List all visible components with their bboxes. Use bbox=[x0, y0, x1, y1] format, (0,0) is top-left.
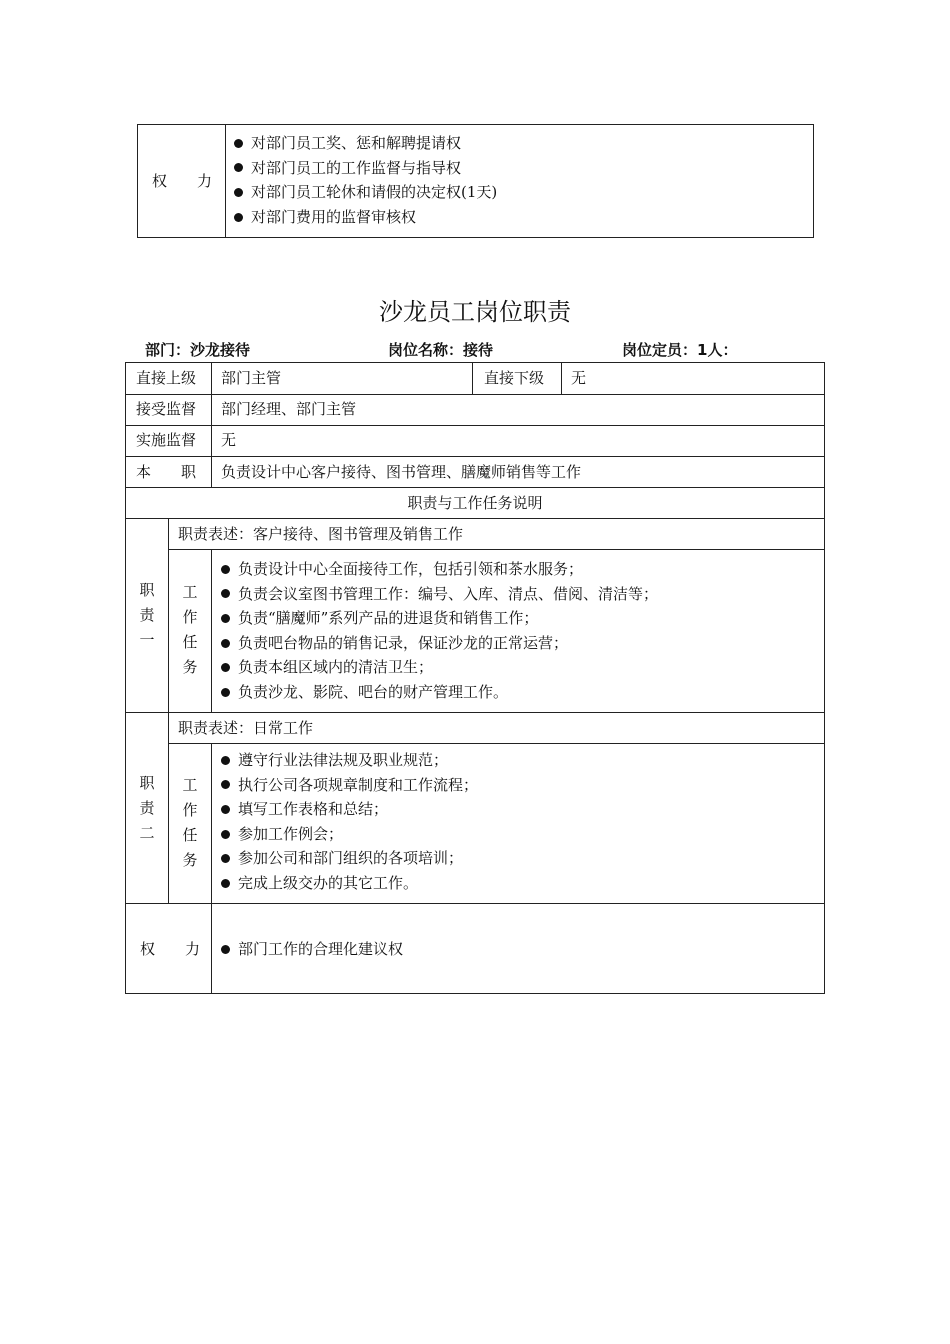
bullet-icon bbox=[221, 565, 230, 574]
supervise-label: 实施监督 bbox=[136, 431, 197, 449]
list-item: 负责吧台物品的销售记录，保证沙龙的正常运营； bbox=[221, 631, 658, 656]
duty2-task-label: 工 作 任 务 bbox=[182, 776, 198, 869]
duty1-task-label: 工 作 任 务 bbox=[182, 583, 198, 676]
position-info: 岗位名称：接待 bbox=[388, 341, 494, 359]
table-border bbox=[168, 518, 169, 903]
bullet-icon bbox=[221, 879, 230, 888]
table-border bbox=[125, 712, 825, 713]
list-item: 执行公司各项规章制度和工作流程； bbox=[221, 773, 478, 798]
bullet-icon bbox=[234, 139, 243, 148]
duty-value: 负责设计中心客户接待、图书管理、膳魔师销售等工作 bbox=[221, 463, 582, 481]
bullet-icon bbox=[221, 639, 230, 648]
department-info: 部门：沙龙接待 bbox=[145, 341, 251, 359]
duty1-desc: 职责表述：客户接待、图书管理及销售工作 bbox=[178, 525, 464, 543]
table-border bbox=[125, 903, 825, 904]
list-item: 参加公司和部门组织的各项培训； bbox=[221, 846, 478, 871]
table-border bbox=[211, 743, 212, 903]
list-item: 对部门费用的监督审核权 bbox=[234, 205, 497, 230]
bullet-icon bbox=[221, 688, 230, 697]
table-border bbox=[211, 362, 212, 487]
duty-label: 本 职 bbox=[136, 463, 197, 481]
table-border bbox=[125, 425, 825, 426]
list-item: 对部门员工奖、惩和解聘提请权 bbox=[234, 131, 497, 156]
table-border bbox=[125, 518, 825, 519]
duty2-desc: 职责表述：日常工作 bbox=[178, 719, 314, 737]
bullet-icon bbox=[234, 188, 243, 197]
bullet-icon bbox=[221, 589, 230, 598]
bullet-icon bbox=[221, 756, 230, 765]
section-header: 职责与工作任务说明 bbox=[407, 494, 543, 512]
bullet-icon bbox=[221, 663, 230, 672]
table-border bbox=[125, 993, 825, 994]
table-border bbox=[125, 487, 825, 488]
table-border bbox=[137, 124, 814, 125]
bullet-icon bbox=[221, 805, 230, 814]
duty1-label: 职 责 一 bbox=[139, 581, 155, 649]
table-border bbox=[168, 549, 825, 550]
bullet-icon bbox=[221, 945, 230, 954]
list-item: 遵守行业法律法规及职业规范； bbox=[221, 748, 478, 773]
list-item: 负责本组区域内的清洁卫生； bbox=[221, 655, 658, 680]
table-border bbox=[125, 456, 825, 457]
subordinate-value: 无 bbox=[571, 369, 587, 387]
table-border bbox=[168, 743, 825, 744]
list-item: 完成上级交办的其它工作。 bbox=[221, 871, 478, 896]
list-item: 负责会议室图书管理工作：编号、入库、清点、借阅、清洁等； bbox=[221, 582, 658, 607]
duty1-task-list bbox=[221, 557, 658, 705]
table-border bbox=[824, 362, 825, 994]
table-border bbox=[211, 549, 212, 712]
bullet-icon bbox=[221, 830, 230, 839]
list-item: 参加工作例会； bbox=[221, 822, 478, 847]
table-border bbox=[137, 237, 814, 238]
duty2-task-list bbox=[221, 748, 478, 896]
superior-value: 部门主管 bbox=[221, 369, 282, 387]
list-item: 对部门员工轮休和请假的决定权(1天) bbox=[234, 180, 497, 205]
table-border bbox=[813, 124, 814, 238]
superior-label: 直接上级 bbox=[136, 369, 197, 387]
supervised-value: 部门经理、部门主管 bbox=[221, 400, 357, 418]
table-border bbox=[125, 362, 126, 994]
list-item: 填写工作表格和总结； bbox=[221, 797, 478, 822]
rights-label: 权 力 bbox=[152, 172, 213, 190]
table-border bbox=[137, 124, 138, 238]
table-border bbox=[225, 124, 226, 238]
page-title: 沙龙员工岗位职责 bbox=[379, 298, 571, 326]
list-item: 负责“膳魔师”系列产品的进退货和销售工作； bbox=[221, 606, 658, 631]
headcount-info: 岗位定员：1人： bbox=[622, 341, 738, 359]
table-border bbox=[211, 903, 212, 993]
bullet-icon bbox=[234, 163, 243, 172]
subordinate-label: 直接下级 bbox=[484, 369, 545, 387]
supervised-label: 接受监督 bbox=[136, 400, 197, 418]
bullet-icon bbox=[221, 780, 230, 789]
table-border bbox=[125, 362, 825, 363]
table-border bbox=[472, 362, 473, 394]
list-item: 负责沙龙、影院、吧台的财产管理工作。 bbox=[221, 680, 658, 705]
list-item: 负责设计中心全面接待工作，包括引领和茶水服务； bbox=[221, 557, 658, 582]
bullet-icon bbox=[234, 213, 243, 222]
supervise-value: 无 bbox=[221, 431, 237, 449]
table-border bbox=[125, 394, 825, 395]
duty2-label: 职 责 二 bbox=[139, 774, 155, 842]
prev-rights-list bbox=[234, 131, 497, 229]
rights-label: 权 力 bbox=[140, 940, 201, 958]
rights-list bbox=[221, 937, 403, 962]
list-item: 部门工作的合理化建议权 bbox=[221, 937, 403, 962]
list-item: 对部门员工的工作监督与指导权 bbox=[234, 156, 497, 181]
table-border bbox=[561, 362, 562, 394]
bullet-icon bbox=[221, 614, 230, 623]
bullet-icon bbox=[221, 854, 230, 863]
